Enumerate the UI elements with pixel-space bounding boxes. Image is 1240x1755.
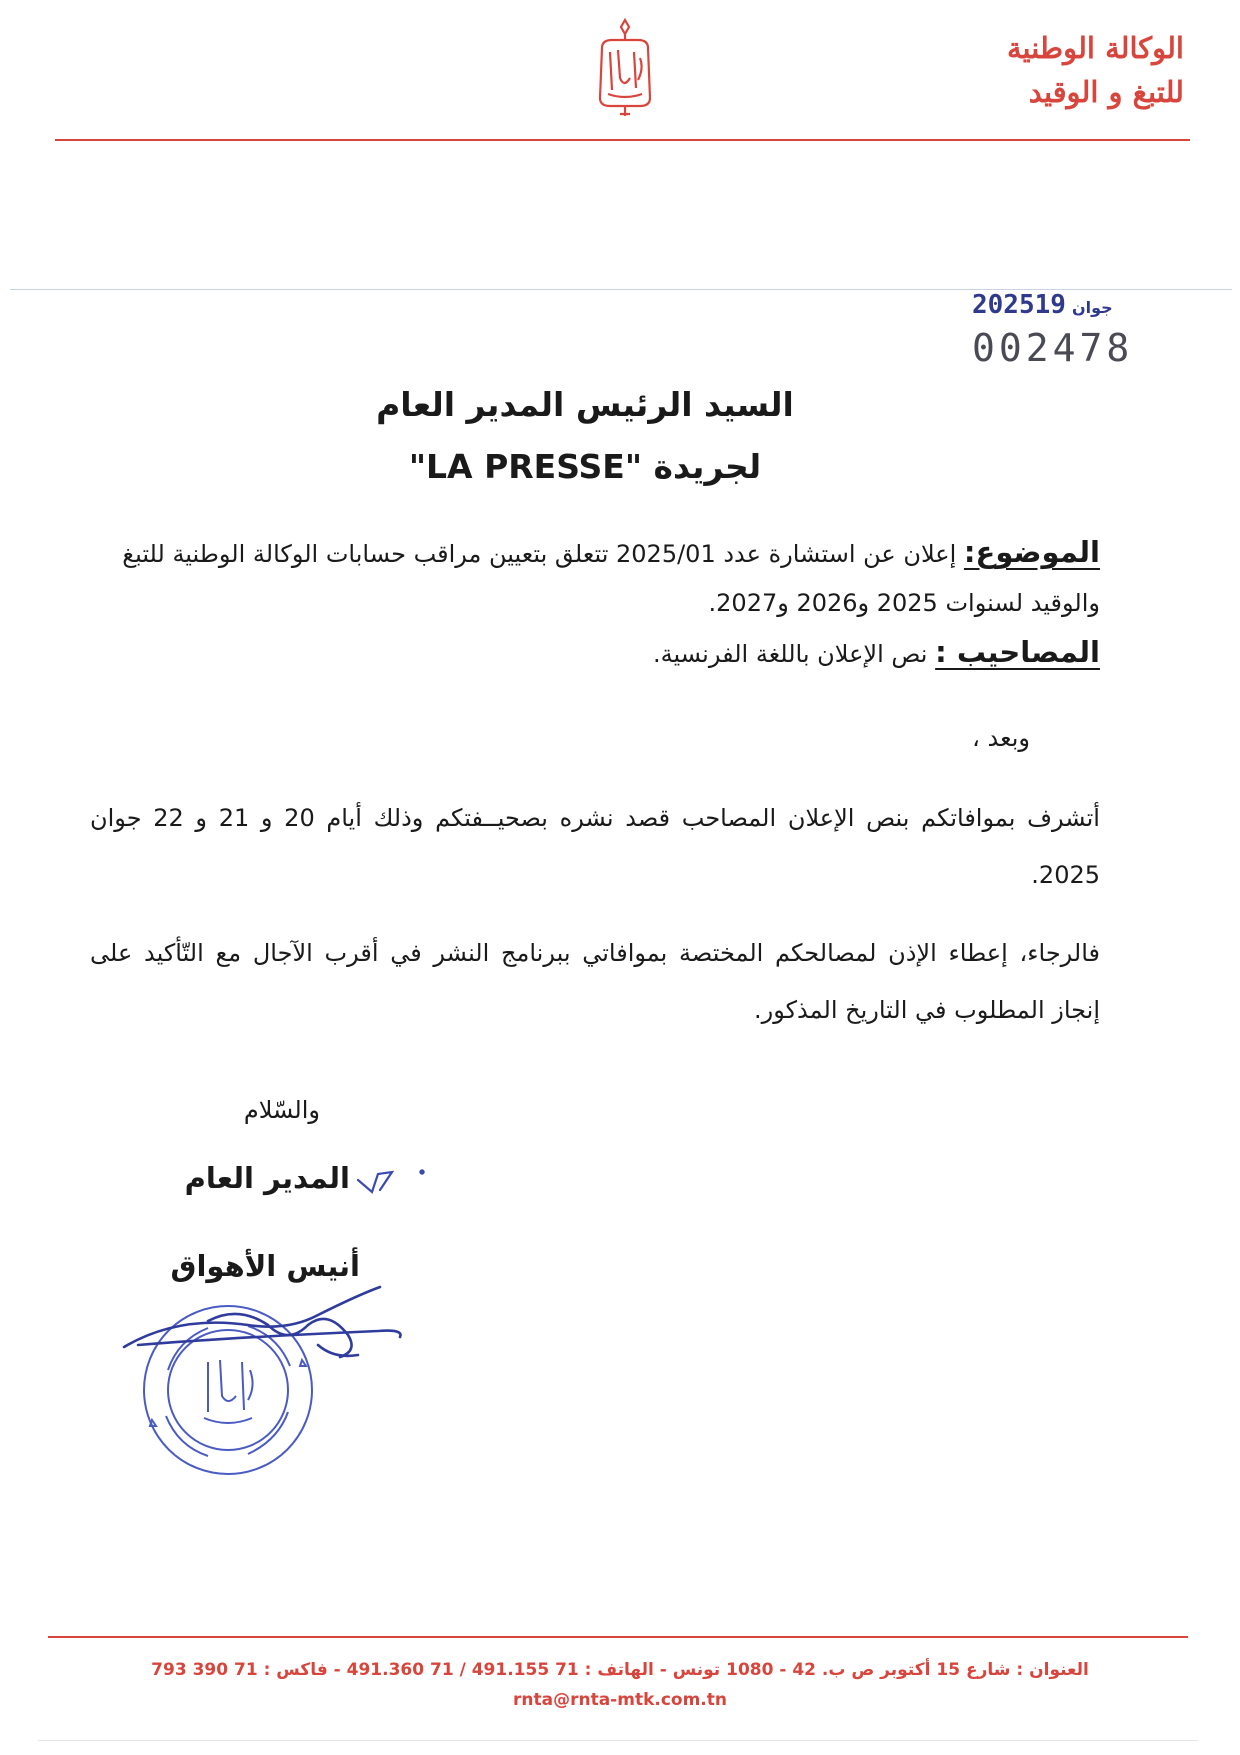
stamp-day: 19 [1034,290,1066,320]
greeting: وبعد ، [972,724,1030,752]
body-paragraph-1: أتشرف بموافاتكم بنص الإعلان المصاحب قصد نشره بصحيــفتكم وذلك أيام 20 و 21 و 22 جوان 2025. [90,804,1100,889]
stamp-date [972,290,1133,320]
signatory-title: المدير العام [184,1161,350,1195]
signatory-name: أنيس الأهواق [170,1249,360,1283]
agency-name-line1: الوكالة الوطنية [1006,31,1184,65]
agency-name-line2: للتبغ و الوقيد [1028,75,1184,109]
attachment-label: المصاحيب : [935,635,1100,669]
recipient-newspaper: لجريدة "LA PRESSE" [408,447,762,486]
body-paragraph-2: فالرجاء، إعطاء الإذن لمصالحكم المختصة بموافاتي ببرنامج النشر في أقرب الآجال مع التّأكيد على إنجاز المطلوب في التاريخ المذكور. [90,939,1100,1024]
subject-line [90,528,1100,628]
attachment-line [90,628,1100,679]
stamp-number: 002478 [972,326,1134,370]
agency-name [884,26,1184,114]
closing-salutation: والسّلام [243,1096,320,1124]
recipient-title: السيد الرئيس المدير العام [376,385,794,424]
stamp-year: 2025 [972,290,1035,320]
footer-divider [48,1636,1188,1638]
scan-edge-line [38,1740,1198,1741]
subject-text: إعلان عن استشارة عدد 2025/01 تتعلق بتعيين مراقب حسابات الوكالة الوطنية للتبغ والوقيد لسنوات 2025 و2026 و2027. [122,540,1100,617]
stamp-month: جوان [1071,298,1113,317]
recipient-block [360,374,810,498]
handwritten-signature [118,1285,408,1375]
header-divider [55,139,1190,141]
handwritten-initials [352,1158,432,1204]
subject-label: الموضوع: [963,535,1100,569]
agency-logo-emblem [590,18,660,120]
footer-email: rnta@rnta-mtk.com.tn [513,1690,727,1710]
footer-address: العنوان : شارع 15 أكتوبر ص ب. 42 - 1080 تونس - الهاتف : 71 491.155 / 71 491.360 - فاكس : 71 390 793 [151,1660,1089,1680]
date-stamp [972,290,1133,370]
attachment-text: نص الإعلان باللغة الفرنسية. [653,640,928,668]
